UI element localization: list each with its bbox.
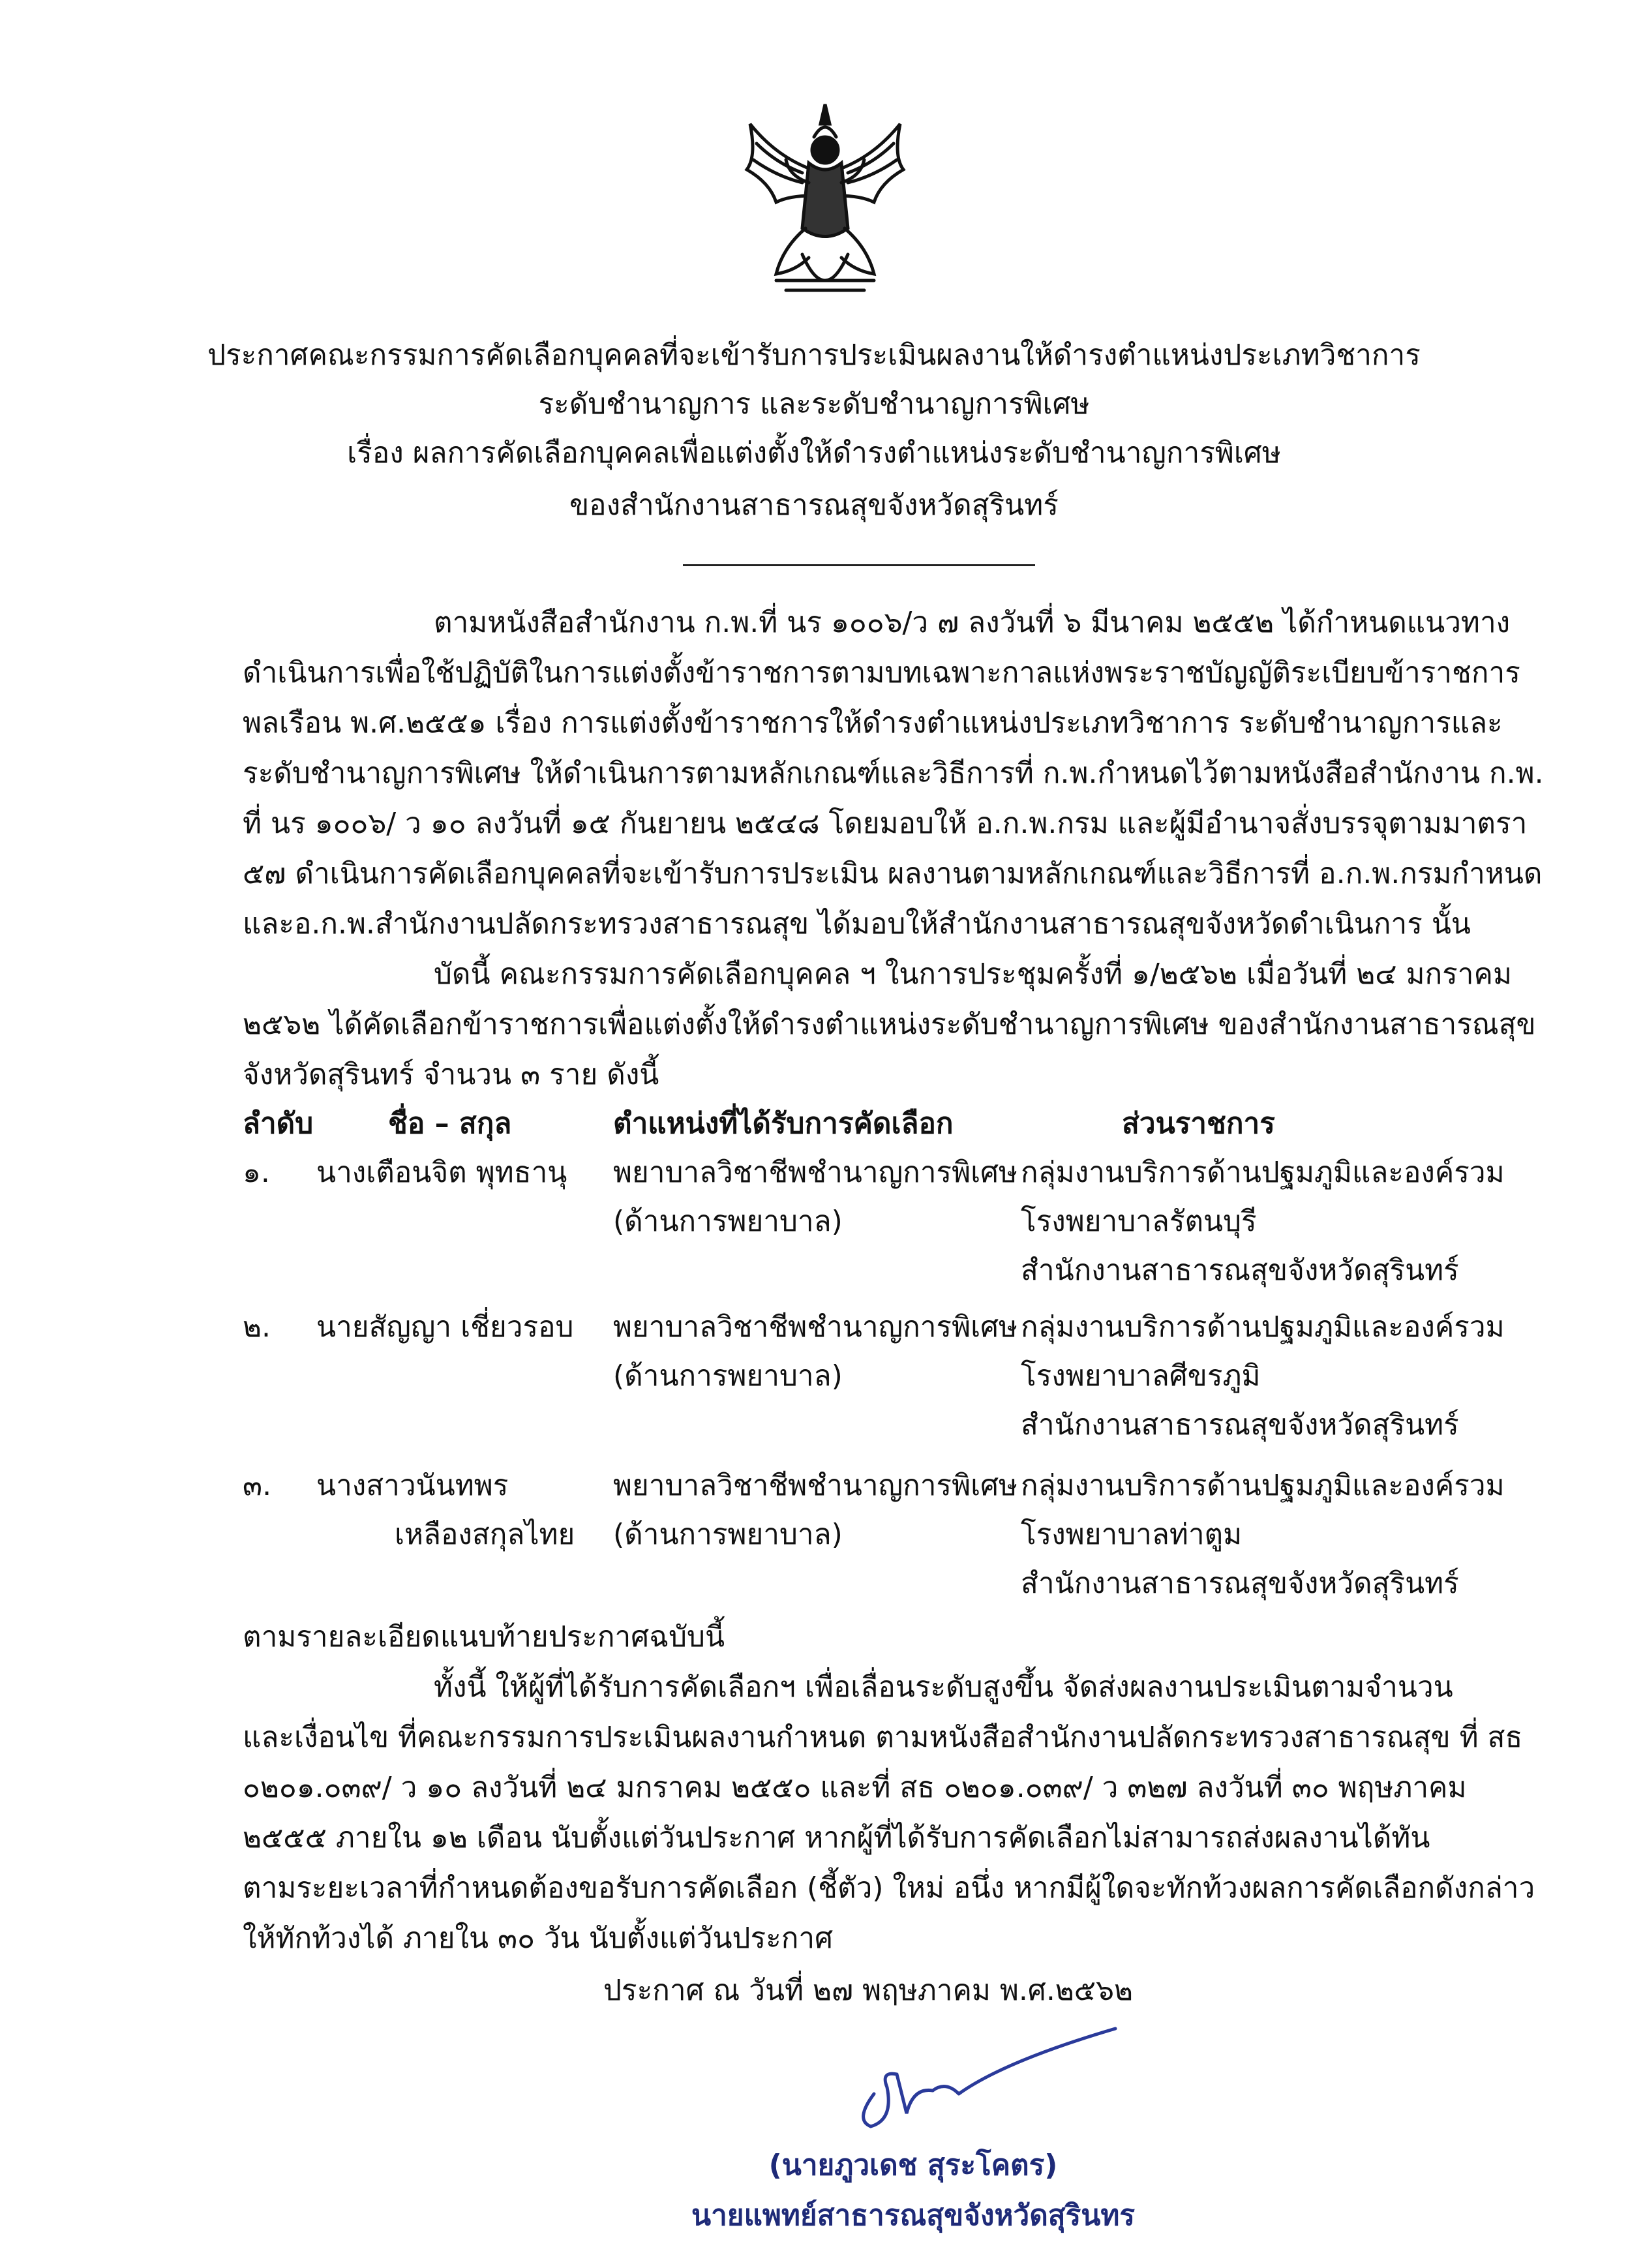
- decision-line-2: ๒๕๖๒ ได้คัดเลือกข้าราชการเพื่อแต่งตั้งให้ดำรงตำแหน่งระดับชำนาญการพิเศษ ของสำนักงานสาธารณสุข: [243, 1008, 1536, 1041]
- condition-line-6: ให้ทักท้วงได้ ภายใน ๓๐ วัน นับตั้งแต่วันประกาศ: [243, 1922, 834, 1955]
- intro-line-2: ดำเนินการเพื่อใช้ปฏิบัติในการแต่งตั้งข้าราชการตามบทเฉพาะกาลแห่งพระราชบัญญัติระเบียบข้าราชการ: [243, 656, 1520, 689]
- title-line-2: ระดับชำนาญการ และระดับชำนาญการพิเศษ: [538, 387, 1090, 421]
- row-2-agency-group: กลุ่มงานบริการด้านปฐมภูมิและองค์รวม: [1021, 1310, 1505, 1344]
- signer-name: (นายภูวเดช สุระโคตร): [768, 2149, 1058, 2182]
- title-line-4: ของสำนักงานสาธารณสุขจังหวัดสุรินทร์: [569, 489, 1059, 522]
- row-1-agency-hospital: โรงพยาบาลรัตนบุรี: [1021, 1205, 1257, 1238]
- intro-line-4: ระดับชำนาญการพิเศษ ให้ดำเนินการตามหลักเกณฑ์และวิธีการที่ ก.พ.กำหนดไว้ตามหนังสือสำนักงาน ก.พ.: [243, 757, 1544, 790]
- condition-line-1: ทั้งนี้ ให้ผู้ที่ได้รับการคัดเลือกฯ เพื่อเลื่อนระดับสูงขึ้น จัดส่งผลงานประเมินตามจำนวน: [434, 1671, 1453, 1704]
- row-3-agency-group: กลุ่มงานบริการด้านปฐมภูมิและองค์รวม: [1021, 1469, 1505, 1502]
- row-3-position-field: (ด้านการพยาบาล): [613, 1518, 843, 1551]
- decision-line-3: จังหวัดสุรินทร์ จำนวน ๓ ราย ดังนี้: [243, 1058, 659, 1091]
- header-order: ลำดับ: [243, 1107, 314, 1140]
- row-3-surname: เหลืองสกุลไทย: [395, 1518, 575, 1551]
- row-3-agency-hospital: โรงพยาบาลท่าตูม: [1021, 1518, 1243, 1551]
- row-2-position: พยาบาลวิชาชีพชำนาญการพิเศษ: [613, 1310, 1018, 1344]
- garuda-emblem-icon: [737, 98, 913, 307]
- intro-line-7: และอ.ก.พ.สำนักงานปลัดกระทรวงสาธารณสุข ได้มอบให้สำนักงานสาธารณสุขจังหวัดดำเนินการ นั้น: [243, 907, 1471, 941]
- row-2-name: นายสัญญา เชี่ยวรอบ: [316, 1310, 574, 1344]
- intro-line-3: พลเรือน พ.ศ.๒๕๕๑ เรื่อง การแต่งตั้งข้าราชการให้ดำรงตำแหน่งประเภทวิชาการ ระดับชำนาญการและ: [243, 706, 1503, 740]
- row-3-position: พยาบาลวิชาชีพชำนาญการพิเศษ: [613, 1469, 1018, 1502]
- subject-line: เรื่อง ผลการคัดเลือกบุคคลเพื่อแต่งตั้งให้ดำรงตำแหน่งระดับชำนาญการพิเศษ: [347, 436, 1281, 470]
- intro-line-5: ที่ นร ๑๐๐๖/ ว ๑๐ ลงวันที่ ๑๕ กันยายน ๒๕๔๘ โดยมอบให้ อ.ก.พ.กรม และผู้มีอำนาจสั่งบรรจุตามมาตรา: [243, 807, 1528, 840]
- condition-line-2: และเงื่อนไข ที่คณะกรรมการประเมินผลงานกำหนด ตามหนังสือสำนักงานปลัดกระทรวงสาธารณสุข ที่ สธ: [243, 1721, 1523, 1754]
- header-name: ชื่อ – สกุล: [388, 1107, 512, 1140]
- decision-line-1: บัดนี้ คณะกรรมการคัดเลือกบุคคล ฯ ในการประชุมครั้งที่ ๑/๒๕๖๒ เมื่อวันที่ ๒๔ มกราคม: [434, 958, 1512, 991]
- row-1-agency-group: กลุ่มงานบริการด้านปฐมภูมิและองค์รวม: [1021, 1156, 1505, 1189]
- intro-line-1: ตามหนังสือสำนักงาน ก.พ.ที่ นร ๑๐๐๖/ว ๗ ลงวันที่ ๖ มีนาคม ๒๕๕๒ ได้กำหนดแนวทาง: [434, 606, 1511, 639]
- row-3-order: ๓.: [243, 1469, 272, 1502]
- row-1-position-field: (ด้านการพยาบาล): [613, 1205, 843, 1238]
- row-2-order: ๒.: [243, 1310, 271, 1344]
- announce-date: ประกาศ ณ วันที่ ๒๗ พฤษภาคม พ.ศ.๒๕๖๒: [603, 1974, 1134, 2007]
- header-agency: ส่วนราชการ: [1122, 1107, 1275, 1140]
- detail-line: ตามรายละเอียดแนบท้ายประกาศฉบับนี้: [243, 1620, 725, 1654]
- title-line-1: ประกาศคณะกรรมการคัดเลือกบุคคลที่จะเข้ารับการประเมินผลงานให้ดำรงตำแหน่งประเภทวิชาการ: [207, 339, 1421, 372]
- header-position: ตำแหน่งที่ได้รับการคัดเลือก: [613, 1107, 954, 1140]
- row-3-name: นางสาวนันทพร: [316, 1469, 509, 1502]
- row-2-position-field: (ด้านการพยาบาล): [613, 1359, 843, 1393]
- row-3-agency-office: สำนักงานสาธารณสุขจังหวัดสุรินทร์: [1021, 1567, 1459, 1600]
- row-2-agency-hospital: โรงพยาบาลศีขรภูมิ: [1021, 1359, 1261, 1393]
- row-2-agency-office: สำนักงานสาธารณสุขจังหวัดสุรินทร์: [1021, 1408, 1459, 1442]
- title-divider: [683, 564, 1035, 566]
- condition-line-4: ๒๕๕๕ ภายใน ๑๒ เดือน นับตั้งแต่วันประกาศ หากผู้ที่ได้รับการคัดเลือกไม่สามารถส่งผลงานได้ทัน: [243, 1821, 1430, 1854]
- signer-position: นายแพทย์สาธารณสุขจังหวัดสุรินทร: [691, 2199, 1135, 2232]
- row-1-agency-office: สำนักงานสาธารณสุขจังหวัดสุรินทร์: [1021, 1254, 1459, 1287]
- condition-line-3: ๐๒๐๑.๐๓๙/ ว ๑๐ ลงวันที่ ๒๔ มกราคม ๒๕๕๐ และที่ สธ ๐๒๐๑.๐๓๙/ ว ๓๒๗ ลงวันที่ ๓๐ พฤษภาคม: [243, 1771, 1467, 1804]
- handwritten-signature-icon: [835, 2022, 1135, 2133]
- intro-line-6: ๕๗ ดำเนินการคัดเลือกบุคคลที่จะเข้ารับการประเมิน ผลงานตามหลักเกณฑ์และวิธีการที่ อ.ก.พ.กรมกำหนด: [243, 857, 1543, 890]
- row-1-name: นางเตือนจิต พุทธานุ: [316, 1156, 567, 1189]
- row-1-order: ๑.: [243, 1156, 270, 1189]
- row-1-position: พยาบาลวิชาชีพชำนาญการพิเศษ: [613, 1156, 1018, 1189]
- condition-line-5: ตามระยะเวลาที่กำหนดต้องขอรับการคัดเลือก (ชี้ตัว) ใหม่ อนึ่ง หากมีผู้ใดจะทักท้วงผลการคัดเลือกดังกล่าว: [243, 1871, 1535, 1905]
